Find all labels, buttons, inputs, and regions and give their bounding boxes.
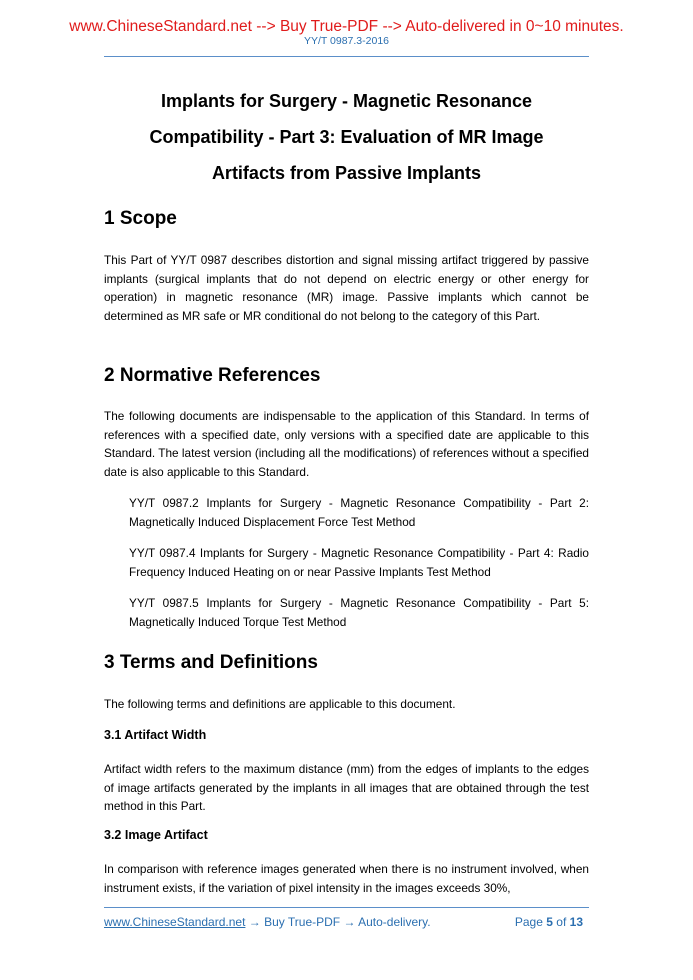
total-pages: 13 xyxy=(569,915,583,929)
footer-delivery-text: → Buy True-PDF → Auto-delivery. xyxy=(245,915,431,929)
reference-item: YY/T 0987.2 Implants for Surgery - Magnetic Resonance Compatibility - Part 2: Magnetically Induced Displacement Force Test Method xyxy=(129,496,589,529)
reference-item: YY/T 0987.5 Implants for Surgery - Magnetic Resonance Compatibility - Part 5: Magnetically Induced Torque Test Method xyxy=(129,596,589,629)
image-artifact-paragraph: In comparison with reference images generated when there is no instrument involved, when instrument exists, if the variation of pixel intensity in the images exceeds 30%, xyxy=(104,862,589,895)
header-divider xyxy=(104,56,589,57)
section-heading-normative-references: 2 Normative References xyxy=(104,365,321,386)
section-heading-terms: 3 Terms and Definitions xyxy=(104,652,318,673)
title-line-1: Implants for Surgery - Magnetic Resonance xyxy=(160,91,533,111)
footer-store-link[interactable]: www.ChineseStandard.net xyxy=(104,915,246,929)
subsection-heading-artifact-width: 3.1 Artifact Width xyxy=(104,728,207,742)
document-title xyxy=(104,83,589,191)
title-line-3: Artifacts from Passive Implants xyxy=(211,163,482,183)
title-line-2: Compatibility - Part 3: Evaluation of MR Image xyxy=(149,127,544,147)
subsection-heading-image-artifact: 3.2 Image Artifact xyxy=(104,828,208,842)
reference-item: YY/T 0987.4 Implants for Surgery - Magnetic Resonance Compatibility - Part 4: Radio Frequency Induced Heating on or near Passive Implants Test Method xyxy=(129,546,589,579)
store-banner[interactable]: www.ChineseStandard.net --> Buy True-PDF --> Auto-delivered in 0~10 minutes. xyxy=(69,18,624,35)
document-id: YY/T 0987.3-2016 xyxy=(303,35,390,47)
terms-intro-paragraph: The following terms and definitions are applicable to this document. xyxy=(104,697,456,711)
artifact-width-paragraph: Artifact width refers to the maximum distance (mm) from the edges of implants to the edges of image artifacts generated by the implants in all images that are obtained through the test method in this Part. xyxy=(104,762,589,813)
page-footer xyxy=(104,915,589,929)
current-page: 5 xyxy=(546,915,553,929)
scope-paragraph: This Part of YY/T 0987 describes distortion and signal missing artifact triggered by passive implants (surgical implants that do not depend on electric energy or other energy for operation) in magnetic resonance (MR) image. Passive implants which cannot be determined as MR safe or MR conditional do not belong to the category of this Part. xyxy=(104,253,589,323)
page-label: Page xyxy=(514,915,543,929)
of-label: of xyxy=(556,915,567,929)
footer-divider xyxy=(104,907,589,908)
normative-paragraph: The following documents are indispensable to the application of this Standard. In terms of references with a specified date, only versions with a specified date are applicable to this Standard. The latest version (including all the modifications) of references without a specified date is also applicable to this Standard. xyxy=(104,409,589,479)
page-number xyxy=(515,915,583,929)
section-heading-scope: 1 Scope xyxy=(104,208,177,229)
